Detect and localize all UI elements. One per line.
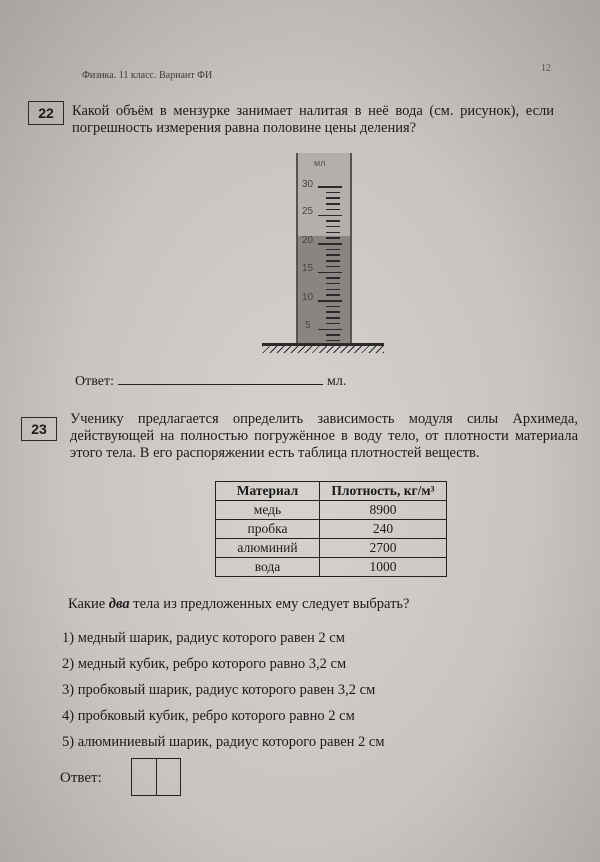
answer-label: Ответ: bbox=[75, 374, 114, 389]
answer-23-label: Ответ: bbox=[60, 770, 102, 786]
scale-label: 20 bbox=[302, 235, 314, 246]
table-row bbox=[216, 539, 447, 558]
option-item: 5) алюминиевый шарик, радиус которого равен 2 см bbox=[62, 734, 385, 750]
scale-tick bbox=[326, 317, 340, 319]
answer-cell[interactable] bbox=[156, 759, 181, 795]
scale-label: 30 bbox=[302, 179, 314, 190]
scale-tick bbox=[326, 260, 340, 262]
scale-tick bbox=[318, 272, 342, 274]
scale-tick bbox=[326, 220, 340, 222]
scale-tick bbox=[326, 306, 340, 308]
prompt-emphasis: два bbox=[108, 596, 130, 612]
table-cell: алюминий bbox=[216, 539, 320, 558]
question-number-23: 23 bbox=[21, 417, 57, 441]
scale-tick bbox=[326, 249, 340, 251]
scale-tick bbox=[326, 289, 340, 291]
scale-tick bbox=[326, 203, 340, 205]
question-22-text: Какой объём в мензурке занимает налитая в неё вода (см. рисунок), если погрешность измерения равна половине цены деления? bbox=[72, 103, 554, 136]
scale-tick bbox=[326, 323, 340, 325]
answer-unit: мл. bbox=[326, 374, 347, 389]
scale-tick bbox=[326, 209, 340, 211]
table-header-cell: Плотность, кг/м³ bbox=[320, 482, 447, 501]
option-item: 1) медный шарик, радиус которого равен 2 см bbox=[62, 630, 345, 646]
scale-tick bbox=[326, 197, 340, 199]
table-row bbox=[216, 520, 447, 539]
scale-tick bbox=[326, 340, 340, 342]
answer-23-boxes bbox=[131, 758, 181, 796]
table-cell: 2700 bbox=[320, 539, 447, 558]
table-cell: пробка bbox=[216, 520, 320, 539]
option-item: 2) медный кубик, ребро которого равно 3,2 см bbox=[62, 656, 347, 672]
density-table bbox=[215, 481, 447, 577]
table-row bbox=[216, 558, 447, 577]
answer-22 bbox=[75, 372, 346, 390]
answer-22-input-line[interactable] bbox=[118, 372, 323, 385]
table-header-row bbox=[216, 482, 447, 501]
prompt-text: Какие bbox=[68, 596, 109, 612]
option-item: 3) пробковый шарик, радиус которого равен 3,2 см bbox=[62, 682, 376, 698]
page-number: 12 bbox=[541, 63, 551, 74]
table-cell: 1000 bbox=[320, 558, 447, 577]
scale-tick bbox=[326, 283, 340, 285]
scale-tick bbox=[326, 192, 340, 194]
table-cell: 240 bbox=[320, 520, 447, 539]
scale-tick bbox=[326, 254, 340, 256]
scale-tick bbox=[326, 226, 340, 228]
scale-tick bbox=[326, 294, 340, 296]
scale-tick bbox=[318, 215, 342, 217]
table-cell: медь bbox=[216, 501, 320, 520]
answer-cell[interactable] bbox=[132, 759, 156, 795]
scale-label: 15 bbox=[302, 263, 314, 274]
scale-tick bbox=[326, 232, 340, 234]
prompt-text: тела из предложенных ему следует выбрать? bbox=[129, 596, 410, 612]
stand-hatching bbox=[262, 346, 384, 353]
scale-tick bbox=[318, 300, 342, 302]
table-row bbox=[216, 501, 447, 520]
scale-unit: мл bbox=[314, 158, 326, 168]
option-item: 4) пробковый кубик, ребро которого равно 2 см bbox=[62, 708, 355, 724]
scale-tick bbox=[318, 329, 342, 331]
scale-tick bbox=[326, 334, 340, 336]
table-cell: вода bbox=[216, 558, 320, 577]
scale-tick bbox=[326, 311, 340, 313]
table-header-cell: Материал bbox=[216, 482, 320, 501]
scale-tick bbox=[326, 237, 340, 239]
scale-tick bbox=[326, 277, 340, 279]
question-number-22: 22 bbox=[28, 101, 64, 125]
scale-tick bbox=[318, 186, 342, 188]
question-23-text: Ученику предлагается определить зависимость модуля силы Архимеда, действующей на полностью погружённое в воду тело, от плотности материала этого тела. В его распоряжении есть таблица плотностей веществ. bbox=[70, 411, 578, 461]
scale-tick bbox=[326, 266, 340, 268]
table-cell: 8900 bbox=[320, 501, 447, 520]
scale-label: 5 bbox=[305, 320, 311, 331]
scale-label: 25 bbox=[302, 206, 314, 217]
scale-tick bbox=[318, 243, 342, 245]
scale-label: 10 bbox=[302, 292, 314, 303]
question-23-prompt bbox=[68, 596, 409, 613]
page-header: Физика. 11 класс. Вариант ФИ bbox=[82, 70, 213, 81]
